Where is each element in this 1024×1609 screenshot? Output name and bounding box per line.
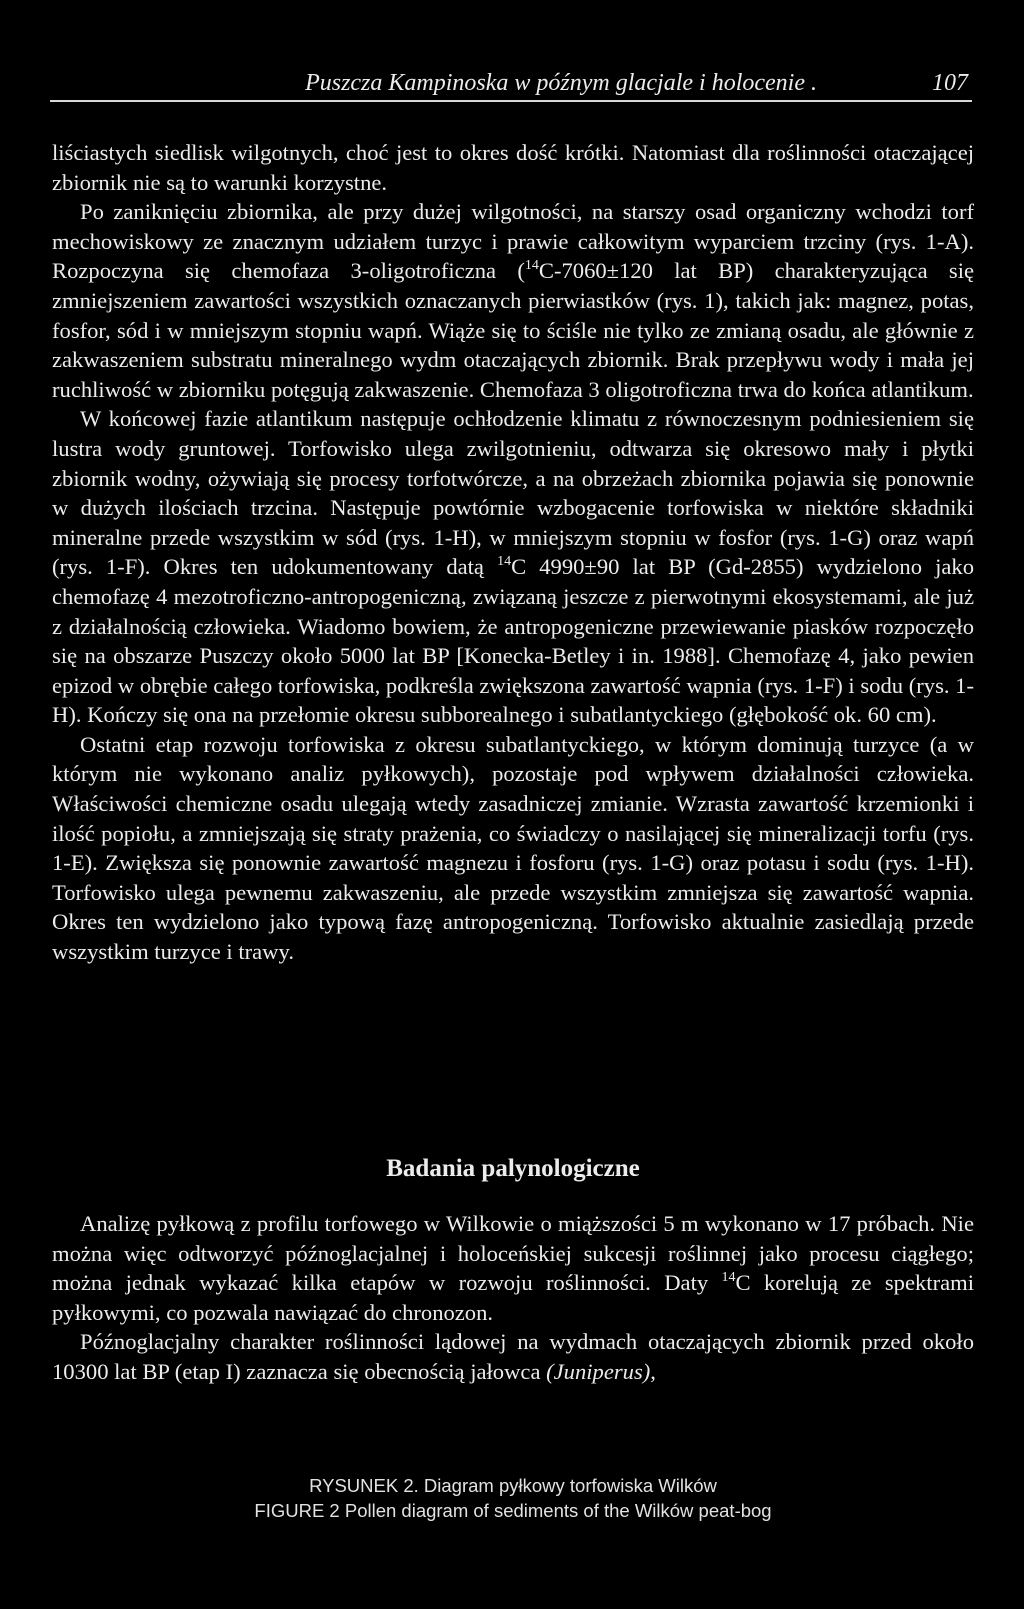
paragraph-2-part-b: C-7060±120 lat BP) charakteryzująca się zmniejszeniem zawartości wszystkich oznaczanych pierwiastków (rys. 1), takich jak: magnez, potas, fosfor, sód i w mniejszym stopniu wapń. Wiąże się to ściśle nie tylko ze zmianą osadu, ale głównie z zakwaszeniem substratu mineralnego wydm otaczających zbiornik. Brak przepływu wody i mała jej ruchliwość w zbiorniku potęgują zakwaszenie. Chemofaza 3 oligotroficzna trwa do końca atlantikum.: [52, 258, 974, 402]
body-text-section-2: [52, 1209, 974, 1387]
paragraph-3: [52, 404, 974, 730]
paragraph-1: liściastych siedlisk wilgotnych, choć jest to okres dość krótki. Natomiast dla roślinności otaczającej zbiornik nie są to warunki korzystne.: [52, 140, 974, 195]
paragraph-5: [52, 1209, 974, 1327]
paragraph-5-part-a: Analizę pyłkową z profilu torfowego w Wilkowie o miąższości 5 m wykonano w 17 próbach. Nie można więc odtworzyć późnoglacjalnej i holoceńskiej sukcesji roślinnej jako procesu ciągłego; można jednak wykazać kilka etapów w rozwoju roślinności. Daty: [52, 1211, 974, 1296]
paragraph-6-part-a: Późnoglacjalny charakter roślinności lądowej na wydmach otaczających zbiornik przed około 10300 lat BP (etap I) zaznacza się obecnością jałowca: [52, 1329, 974, 1384]
paragraph-6: [52, 1327, 974, 1386]
paragraph-6-part-b: ,: [650, 1358, 656, 1384]
paragraph-3-part-a: W końcowej fazie atlantikum następuje ochłodzenie klimatu z równoczesnym podniesieniem się lustra wody gruntowej. Torfowisko ulega zwilgotnieniu, odtwarza się okresowo mały i płytki zbiornik wodny, ożywiają się procesy torfotwórcze, a na obrzeżach zbiornika pojawia się ponownie w dużych ilościach trzcina. Następuje powtórnie wzbogacenie torfowiska w niektóre składniki mineralne przede wszystkim w sód (rys. 1-H), w mniejszym stopniu w fosfor (rys. 1-G) oraz wapń (rys. 1-F). Okres ten udokumentowany datą: [52, 406, 974, 580]
running-head: [50, 64, 972, 102]
paragraph-3-part-b: C 4990±90 lat BP (Gd-2855) wydzielono jako chemofazę 4 mezotroficzno-antropogeniczną, związaną jeszcze z pierwotnymi ekosystemami, ale już z działalnością człowieka. Wiadomo bowiem, że antropogeniczne przewiewanie piasków rozpoczęło się na obszarze Puszczy około 5000 lat BP [Konecka-Betley i in. 1988]. Chemofazę 4, jako pewien epizod w obrębie całego torfowiska, podkreśla zwiększona zawartość wapnia (rys. 1-F) i sodu (rys. 1-H). Kończy się ona na przełomie okresu subborealnego i subatlantyckiego (głębokość ok. 60 cm).: [52, 554, 974, 728]
caption-english: FIGURE 2 Pollen diagram of sediments of the Wilków peat-bog: [254, 1500, 772, 1521]
body-text-section-1: [52, 138, 974, 967]
superscript-14: 14: [497, 554, 512, 570]
paragraph-4: Ostatni etap rozwoju torfowiska z okresu subatlantyckiego, w którym dominują turzyce (a w którym nie wykonano analiz pyłkowych), pozostaje pod wpływem działalności człowieka. Właściwości chemiczne osadu ulegają wtedy zasadniczej zmianie. Wzrasta zawartość krzemionki i ilość popiołu, a zmniejszają się straty prażenia, co świadczy o nasilającej się mineralizacji torfu (rys. 1-E). Zwiększa się ponownie zawartość magnezu i fosforu (rys. 1-G) oraz potasu i sodu (rys. 1-H). Torfowisko ulega pewnemu zakwaszeniu, ale przede wszystkim zmniejsza się zawartość wapnia. Okres ten wydzielono jako typową fazę antropogeniczną. Torfowisko aktualnie zasiedlają przede wszystkim turzyce i trawy.: [52, 731, 974, 965]
figure-caption: [52, 1473, 974, 1523]
caption-polish: RYSUNEK 2. Diagram pyłkowy torfowiska Wilków: [309, 1475, 717, 1496]
latin-name: (Juniperus): [546, 1358, 651, 1384]
superscript-14: 14: [721, 1270, 736, 1286]
section-heading: Badania palynologiczne: [386, 1155, 640, 1182]
superscript-14: 14: [524, 258, 539, 274]
paragraph-2: [52, 197, 974, 404]
page-number: 107: [932, 70, 968, 96]
paragraph-2-part-a: Po zaniknięciu zbiornika, ale przy dużej wilgotności, na starszy osad organiczny wchodzi torf mechowiskowy ze znacznym udziałem turzyc i prawie całkowitym wyparciem trzciny (rys. 1-A). Rozpoczyna się chemofaza 3-oligotroficzna (: [52, 199, 974, 284]
running-head-title: Puszcza Kampinoska w późnym glacjale i holocenie .: [305, 70, 817, 96]
paragraph-5-part-b: C korelują ze spektrami pyłkowymi, co pozwala nawiązać do chronozon.: [52, 1270, 974, 1325]
